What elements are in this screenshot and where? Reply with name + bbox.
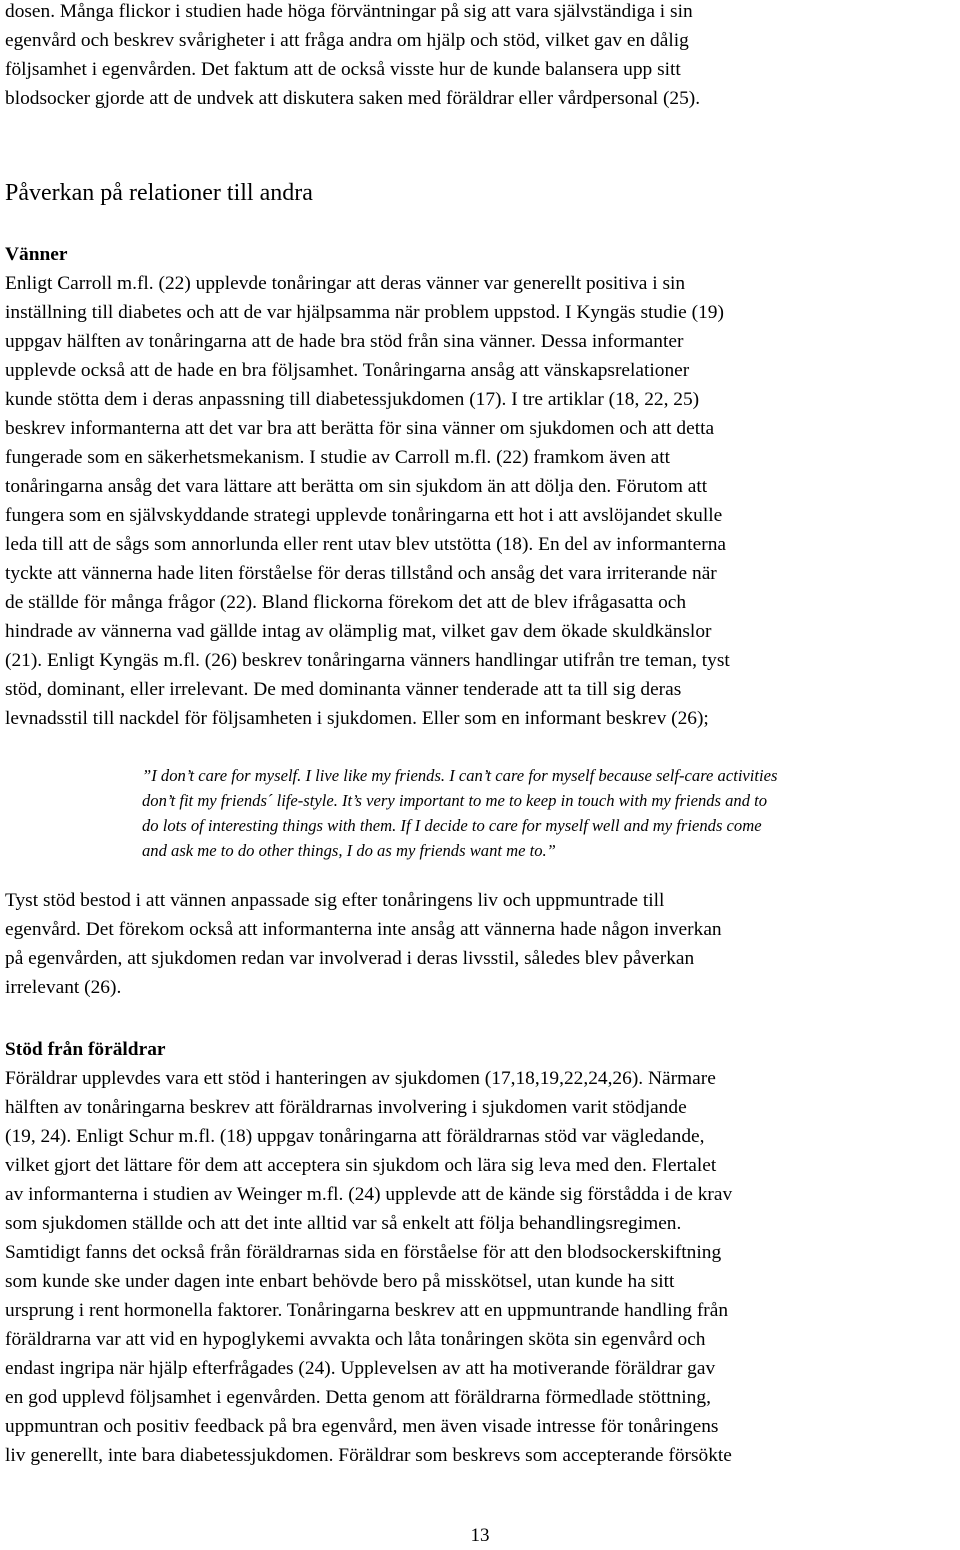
text-line: tyckte att vännerna hade liten förståelse för deras tillstånd och ansåg det vara irriterande när — [5, 563, 717, 584]
text-line: leda till att de sågs som annorlunda eller rent utav blev utstötta (18). En del av informanterna — [5, 534, 727, 555]
quote-line: do lots of interesting things with them. If I decide to care for myself well and my friends come — [142, 816, 762, 835]
quote-line: ”I don’t care for myself. I live like my friends. I can’t care for myself because self-care activities — [142, 766, 778, 785]
text-line: kunde stötta dem i deras anpassning till diabetessjukdomen (17). I tre artiklar (18, 22, 25) — [5, 389, 700, 410]
text-line: Föräldrar upplevdes vara ett stöd i hanteringen av sjukdomen (17,18,19,22,24,26). Närmare — [5, 1068, 716, 1089]
text-line: (21). Enligt Kyngäs m.fl. (26) beskrev tonåringarna vänners handlingar utifrån tre teman, tyst — [5, 650, 730, 671]
block-quote — [142, 763, 957, 863]
text-line: egenvård. Det förekom också att informanterna inte ansåg att vännerna hade någon inverkan — [5, 919, 722, 940]
text-line: Tyst stöd bestod i att vännen anpassade sig efter tonåringens liv och uppmuntrade till — [5, 890, 665, 911]
text-line: Samtidigt fanns det också från föräldrarnas sida en förståelse för att den blodsockerskiftning — [5, 1242, 722, 1263]
text-line: (19, 24). Enligt Schur m.fl. (18) uppgav tonåringarna att föräldrarnas stöd var vägledande, — [5, 1126, 705, 1147]
text-line: tonåringarna ansåg det vara lättare att berätta om sin sjukdom än att dölja den. Förutom att — [5, 476, 708, 497]
text-line: på egenvården, att sjukdomen redan var involverad i deras livsstil, således blev påverkan — [5, 948, 695, 969]
text-line: inställning till diabetes och att de var hjälpsamma när problem uppstod. I Kyngäs studie (19) — [5, 302, 724, 323]
text-line: levnadsstil till nackdel för följsamheten i sjukdomen. Eller som en informant beskrev (26); — [5, 708, 709, 729]
text-line: som sjukdomen ställde och att det inte alltid var så enkelt att följa behandlingsregimen. — [5, 1213, 682, 1234]
text-line: fungera som en självskyddande strategi upplevde tonåringarna ett hot i att avslöjandet skulle — [5, 505, 723, 526]
after-quote-paragraph — [5, 886, 957, 1002]
text-line: en god upplevd följsamhet i egenvården. Detta genom att föräldrarna förmedlade stöttning, — [5, 1387, 711, 1408]
text-line: irrelevant (26). — [5, 977, 122, 998]
quote-line: and ask me to do other things, I do as my friends want me to.” — [142, 841, 556, 860]
text-line: stöd, dominant, eller irrelevant. De med dominanta vänner tenderade att ta till sig deras — [5, 679, 682, 700]
text-line: liv generellt, inte bara diabetessjukdomen. Föräldrar som beskrevs som accepterande försökte — [5, 1445, 732, 1466]
text-line: de ställde för många frågor (22). Bland flickorna förekom det att de blev ifrågasatta och — [5, 592, 687, 613]
text-line: vilket gjort det lättare för dem att acceptera sin sjukdom och lära sig leva med den. Flertalet — [5, 1155, 717, 1176]
text-line: endast ingripa när hjälp efterfrågades (24). Upplevelsen av att ha motiverande föräldrar gav — [5, 1358, 716, 1379]
text-line: föräldrarna var att vid en hypoglykemi avvakta och låta tonåringen sköta sin egenvård och — [5, 1329, 706, 1350]
text-line: ursprung i rent hormonella faktorer. Tonåringarna beskrev att en uppmuntrande handling från — [5, 1300, 729, 1321]
text-line: upplevde också att de hade en bra följsamhet. Tonåringarna ansåg att vänskapsrelationer — [5, 360, 690, 381]
text-line: beskrev informanterna att det var bra att berätta för sina vänner om sjukdomen och att detta — [5, 418, 715, 439]
text-line: som kunde ske under dagen inte enbart behövde bero på misskötsel, utan kunde ha sitt — [5, 1271, 675, 1292]
intro-paragraph — [5, 0, 957, 113]
parents-heading: Stöd från föräldrar — [5, 1039, 166, 1060]
friends-heading: Vänner — [5, 244, 68, 265]
page-number: 13 — [470, 1525, 490, 1546]
text-line: fungerade som en säkerhetsmekanism. I studie av Carroll m.fl. (22) framkom även att — [5, 447, 671, 468]
text-line: uppmuntran och positiv feedback på bra egenvård, men även visade intresse för tonåringens — [5, 1416, 719, 1437]
text-line: hindrade av vännerna vad gällde intag av olämplig mat, vilket gav dem ökade skuldkänslor — [5, 621, 712, 642]
section-title: Påverkan på relationer till andra — [5, 180, 313, 206]
text-line: av informanterna i studien av Weinger m.fl. (24) upplevde att de kände sig förstådda i de krav — [5, 1184, 733, 1205]
friends-section — [5, 240, 957, 733]
text-line: hälften av tonåringarna beskrev att föräldrarnas involvering i sjukdomen varit stödjande — [5, 1097, 687, 1118]
text-line: följsamhet i egenvården. Det faktum att de också visste hur de kunde balansera upp sitt — [5, 59, 681, 80]
text-line: egenvård och beskrev svårigheter i att fråga andra om hjälp och stöd, vilket gav en dålig — [5, 30, 689, 51]
parents-section — [5, 1035, 957, 1470]
text-line: uppgav hälften av tonåringarna att de hade bra stöd från sina vänner. Dessa informanter — [5, 331, 684, 352]
text-line: Enligt Carroll m.fl. (22) upplevde tonåringar att deras vänner var generellt positiva i sin — [5, 273, 686, 294]
quote-line: don’t fit my friends´ life-style. It’s very important to me to keep in touch with my friends and to — [142, 791, 768, 810]
text-line: blodsocker gjorde att de undvek att diskutera saken med föräldrar eller vårdpersonal (25). — [5, 88, 701, 109]
text-line: dosen. Många flickor i studien hade höga förväntningar på sig att vara självständiga i sin — [5, 1, 693, 22]
